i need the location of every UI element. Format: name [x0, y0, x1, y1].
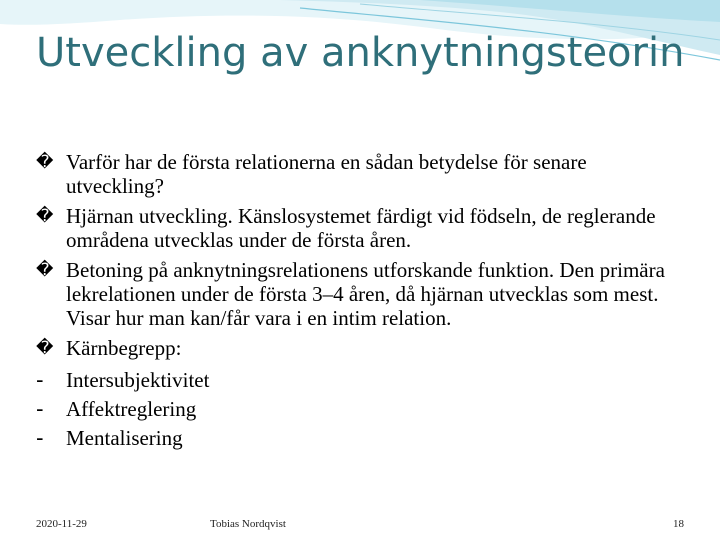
- bullet-marker: �: [36, 206, 54, 226]
- concept-list: [36, 366, 686, 453]
- slide-body: [36, 150, 686, 453]
- bullet-marker: �: [36, 260, 54, 280]
- concept-item: [36, 395, 686, 424]
- footer-page-number: 18: [673, 518, 684, 530]
- footer-date: 2020-11-29: [36, 518, 87, 530]
- bullet-item: [36, 150, 686, 198]
- concept-text: Mentalisering: [66, 426, 183, 450]
- bullet-text: Kärnbegrepp:: [66, 336, 182, 360]
- bullet-item: [36, 336, 686, 360]
- footer-author: Tobias Nordqvist: [210, 518, 286, 530]
- bullet-marker: �: [36, 152, 54, 172]
- dash-marker: -: [36, 397, 44, 421]
- concept-item: [36, 366, 686, 395]
- concept-item: [36, 424, 686, 453]
- bullet-marker: �: [36, 338, 54, 358]
- bullet-text: Varför har de första relationerna en sådan betydelse för senare utveckling?: [66, 150, 587, 198]
- slide-title: Utveckling av anknytningsteorin: [36, 30, 685, 76]
- dash-marker: -: [36, 426, 44, 450]
- bullet-text: Hjärnan utveckling. Känslosystemet färdigt vid födseln, de reglerande områdena utvecklas under de första åren.: [66, 204, 656, 252]
- concept-text: Affektreglering: [66, 397, 197, 421]
- bullet-item: [36, 258, 686, 330]
- bullet-text: Betoning på anknytningsrelationens utforskande funktion. Den primära lekrelationen under de första 3–4 åren, då hjärnan utvecklas som mest. Visar hur man kan/får vara i en intim relation.: [66, 258, 665, 330]
- bullet-item: [36, 204, 686, 252]
- concept-text: Intersubjektivitet: [66, 368, 210, 392]
- dash-marker: -: [36, 368, 44, 392]
